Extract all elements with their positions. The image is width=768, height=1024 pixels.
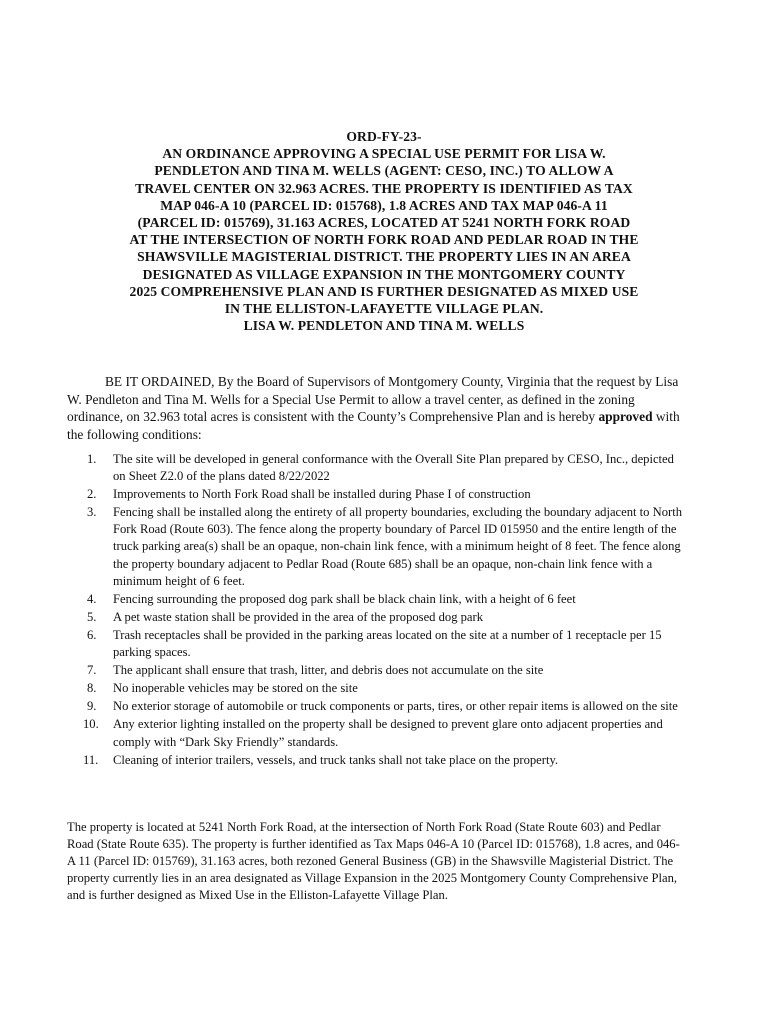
condition-number: 3. [87,505,97,520]
condition-number: 2. [87,487,97,502]
condition-text: The applicant shall ensure that trash, litter, and debris does not accumulate on the site [113,663,544,678]
condition-text: No inoperable vehicles may be stored on the site [113,681,358,696]
condition-item [67,698,687,715]
title-line: 2025 COMPREHENSIVE PLAN AND IS FURTHER DESIGNATED AS MIXED USE [129,283,639,299]
title-line: PENDLETON AND TINA M. WELLS (AGENT: CESO, INC.) TO ALLOW A [154,163,614,179]
ordained-text-end: with the following conditions: [67,409,680,442]
property-description-paragraph: The property is located at 5241 North Fork Road, at the intersection of North Fork Road (State Route 603) and Pedlar Road (State Route 635). The property is further identified as Tax Maps 046-A 10 (Parcel ID: 015768), 1.8 acres, and 046-A 11 (Parcel ID: 015769), 31.163 acres, both rezoned General Business (GB) in the Shawsville Magisterial District. The property currently lies in an area designated as Village Expansion in the 2025 Montgomery County Comprehensive Plan, and is further designed as Mixed Use in the Elliston-Lafayette Village Plan. [67,819,680,903]
condition-item [67,716,687,750]
condition-text: No exterior storage of automobile or truck components or parts, tires, or other repair items is allowed on the site [113,699,678,714]
condition-item [67,662,687,679]
conditions-list [67,451,687,770]
ordained-paragraph [67,373,687,443]
condition-text: Improvements to North Fork Road shall be installed during Phase I of construction [113,487,531,502]
condition-text: Fencing shall be installed along the entirety of all property boundaries, excluding the boundary adjacent to North Fork Road (Route 603). The fence along the property boundary of Parcel ID 015950 and the entire length of the truck parking area(s) shall be an opaque, non-chain link fence, with a minimum height of 8 feet. The fence along the property boundary adjacent to Pedlar Road (Route 685) shall be an opaque, non-chain link fence with a minimum height of 6 feet. [113,505,683,588]
title-line: TRAVEL CENTER ON 32.963 ACRES. THE PROPERTY IS IDENTIFIED AS TAX [135,180,633,196]
condition-item [67,627,687,661]
title-line: SHAWSVILLE MAGISTERIAL DISTRICT. THE PROPERTY LIES IN AN AREA [137,249,631,265]
condition-text: Cleaning of interior trailers, vessels, and truck tanks shall not take place on the property. [113,752,559,767]
condition-item [67,486,687,503]
condition-text: Fencing surrounding the proposed dog park shall be black chain link, with a height of 6 feet [113,591,576,606]
title-line: MAP 046-A 10 (PARCEL ID: 015768), 1.8 ACRES AND TAX MAP 046-A 11 [160,197,608,213]
condition-number: 10. [83,717,99,732]
condition-number: 5. [87,609,97,624]
condition-number: 9. [87,699,97,714]
title-line: AN ORDINANCE APPROVING A SPECIAL USE PERMIT FOR LISA W. [162,146,606,162]
ordained-text: BE IT ORDAINED, By the Board of Supervisors of Montgomery County, Virginia that the request by Lisa W. Pendleton and Tina M. Wells for a Special Use Permit to allow a travel center, as defined in the zoning ordinance, on 32.963 total acres is consistent with the County’s Comprehensive Plan and is hereby [67,374,679,425]
title-line: LISA W. PENDLETON AND TINA M. WELLS [243,318,525,334]
condition-item [67,504,687,589]
ordinance-number: ORD-FY-23- [346,129,422,144]
title-line: DESIGNATED AS VILLAGE EXPANSION IN THE MONTGOMERY COUNTY [142,266,626,282]
condition-item [67,591,687,608]
condition-number: 1. [87,452,97,466]
condition-text: A pet waste station shall be provided in the area of the proposed dog park [113,609,484,624]
title-line: AT THE INTERSECTION OF NORTH FORK ROAD AND PEDLAR ROAD IN THE [129,232,639,248]
condition-text: Any exterior lighting installed on the property shall be designed to prevent glare onto adjacent properties and comply with “Dark Sky Friendly” standards. [113,717,663,749]
condition-number: 6. [87,627,97,642]
condition-number: 7. [87,663,97,678]
approved-word: approved [598,409,653,425]
condition-number: 4. [87,591,97,606]
title-line: IN THE ELLISTON-LAFAYETTE VILLAGE PLAN. [224,301,544,317]
ordinance-title-block [96,128,672,334]
condition-item [67,451,687,485]
condition-item [67,609,687,626]
condition-item [67,752,687,769]
condition-text: Trash receptacles shall be provided in the parking areas located on the site at a number of 1 receptacle per 15 parking spaces. [113,627,662,660]
condition-number: 11. [83,752,99,767]
condition-item [67,680,687,697]
condition-number: 8. [87,681,97,696]
title-line: (PARCEL ID: 015769), 31.163 ACRES, LOCATED AT 5241 NORTH FORK ROAD [137,215,631,231]
condition-text: The site will be developed in general conformance with the Overall Site Plan prepared by CESO, Inc., depicted on Sheet Z2.0 of the plans dated 8/22/2022 [113,452,674,484]
